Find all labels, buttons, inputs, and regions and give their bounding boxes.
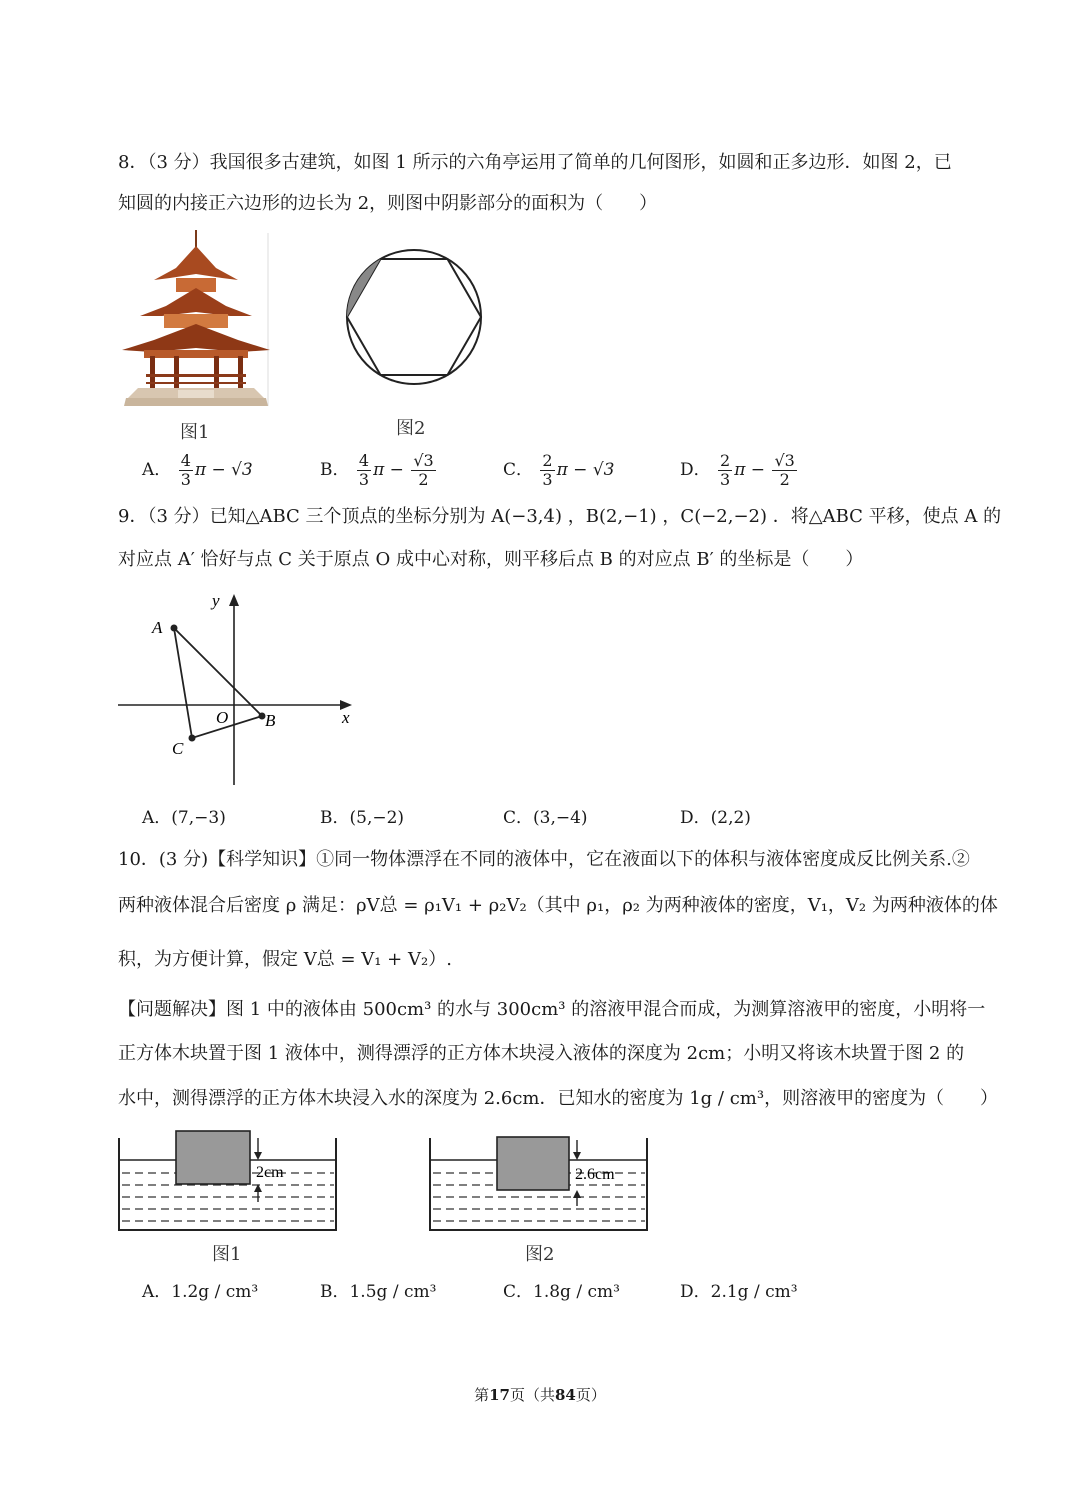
q10-line2: 两种液体混合后密度 ρ 满足：ρV总 = ρ₁V₁ + ρ₂V₂（其中 ρ₁，ρ₂ 为两种液体的密度，V₁，V₂ 为两种液体的体 bbox=[118, 895, 998, 916]
q9-line1: 9．（3 分）已知△ABC 三个顶点的坐标分别为 A(−3,4) ，B(2,−1) ，C(−2,−2) ．将△ABC 平移，使点 A 的 bbox=[118, 506, 1002, 527]
label-c: C bbox=[172, 739, 184, 758]
q10-figure-2 bbox=[427, 1126, 651, 1234]
hexagon-circle-figure bbox=[340, 243, 488, 391]
q9-option-d[interactable]: D．(2,2) bbox=[680, 808, 751, 828]
q10-fig1-caption: 图1 bbox=[212, 1244, 242, 1265]
q9-option-b[interactable]: B．(5,−2) bbox=[320, 808, 405, 828]
q9-line2: 对应点 A′ 恰好与点 C 关于原点 O 成中心对称，则平移后点 B 的对应点 B′ 的坐标是（ ） bbox=[118, 549, 864, 570]
q8-option-c[interactable]: C． $\frac{2}{3}$ π − √3 bbox=[503, 451, 615, 489]
q10-line1: 10．(3 分)【科学知识】①同一物体漂浮在不同的液体中，它在液面以下的体积与液体密度成反比例关系.② bbox=[118, 849, 970, 870]
point-c bbox=[189, 735, 196, 742]
origin-label: O bbox=[216, 708, 229, 727]
label-a: A bbox=[152, 618, 163, 637]
q10-line4: 【问题解决】图 1 中的液体由 500cm³ 的水与 300cm³ 的溶液甲混合而成，为测算溶液甲的密度，小明将一 bbox=[118, 999, 986, 1020]
q9-option-a[interactable]: A．(7,−3) bbox=[142, 808, 226, 828]
q10-option-d[interactable]: D．2.1g / cm³ bbox=[680, 1282, 798, 1302]
q10-option-b[interactable]: B．1.5g / cm³ bbox=[320, 1282, 437, 1302]
point-a bbox=[171, 625, 178, 632]
q10-line6: 水中，测得漂浮的正方体木块浸入水的深度为 2.6cm．已知水的密度为 1g / cm³，则溶液甲的密度为（ ） bbox=[118, 1088, 999, 1109]
pavilion-image bbox=[118, 228, 273, 408]
coordinate-graph bbox=[116, 590, 366, 790]
q8-option-a[interactable]: A． $\frac{4}{3}$ π − √3 bbox=[142, 451, 253, 489]
y-axis-label: y bbox=[212, 591, 220, 610]
label-b: B bbox=[265, 711, 276, 730]
q10-fig2-caption: 图2 bbox=[525, 1244, 555, 1265]
q9-option-c[interactable]: C．(3,−4) bbox=[503, 808, 588, 828]
q10-option-c[interactable]: C．1.8g / cm³ bbox=[503, 1282, 620, 1302]
q8-fig1-caption: 图1 bbox=[180, 422, 210, 443]
q10-option-a[interactable]: A．1.2g / cm³ bbox=[142, 1282, 259, 1302]
q8-fig2-caption: 图2 bbox=[396, 418, 426, 439]
page-footer: 第17页（共84页） bbox=[474, 1386, 606, 1404]
q8-line2: 知圆的内接正六边形的边长为 2，则图中阴影部分的面积为（ ） bbox=[118, 193, 658, 214]
fig2-depth-label: 2.6cm bbox=[575, 1166, 615, 1183]
y-axis-arrow bbox=[229, 594, 239, 606]
q10-figure-1 bbox=[116, 1126, 340, 1234]
q8-line1: 8．（3 分）我国很多古建筑，如图 1 所示的六角亭运用了简单的几何图形，如圆和正多边形．如图 2，已 bbox=[118, 152, 952, 173]
q8-option-b[interactable]: B． $\frac{4}{3}$ π − $\frac{√3}{2}$ bbox=[320, 451, 434, 489]
q10-line5: 正方体木块置于图 1 液体中，测得漂浮的正方体木块浸入液体的深度为 2cm；小明又将该木块置于图 2 的 bbox=[118, 1043, 965, 1064]
page-total: 84 bbox=[555, 1386, 576, 1404]
fig1-depth-label: 2cm bbox=[256, 1164, 284, 1181]
q10-line3: 积，为方便计算，假定 V总 = V₁ + V₂）. bbox=[118, 949, 452, 970]
page-number: 17 bbox=[489, 1386, 510, 1404]
q8-option-d[interactable]: D． $\frac{2}{3}$ π − $\frac{√3}{2}$ bbox=[680, 451, 795, 489]
x-axis-label: x bbox=[342, 708, 350, 727]
